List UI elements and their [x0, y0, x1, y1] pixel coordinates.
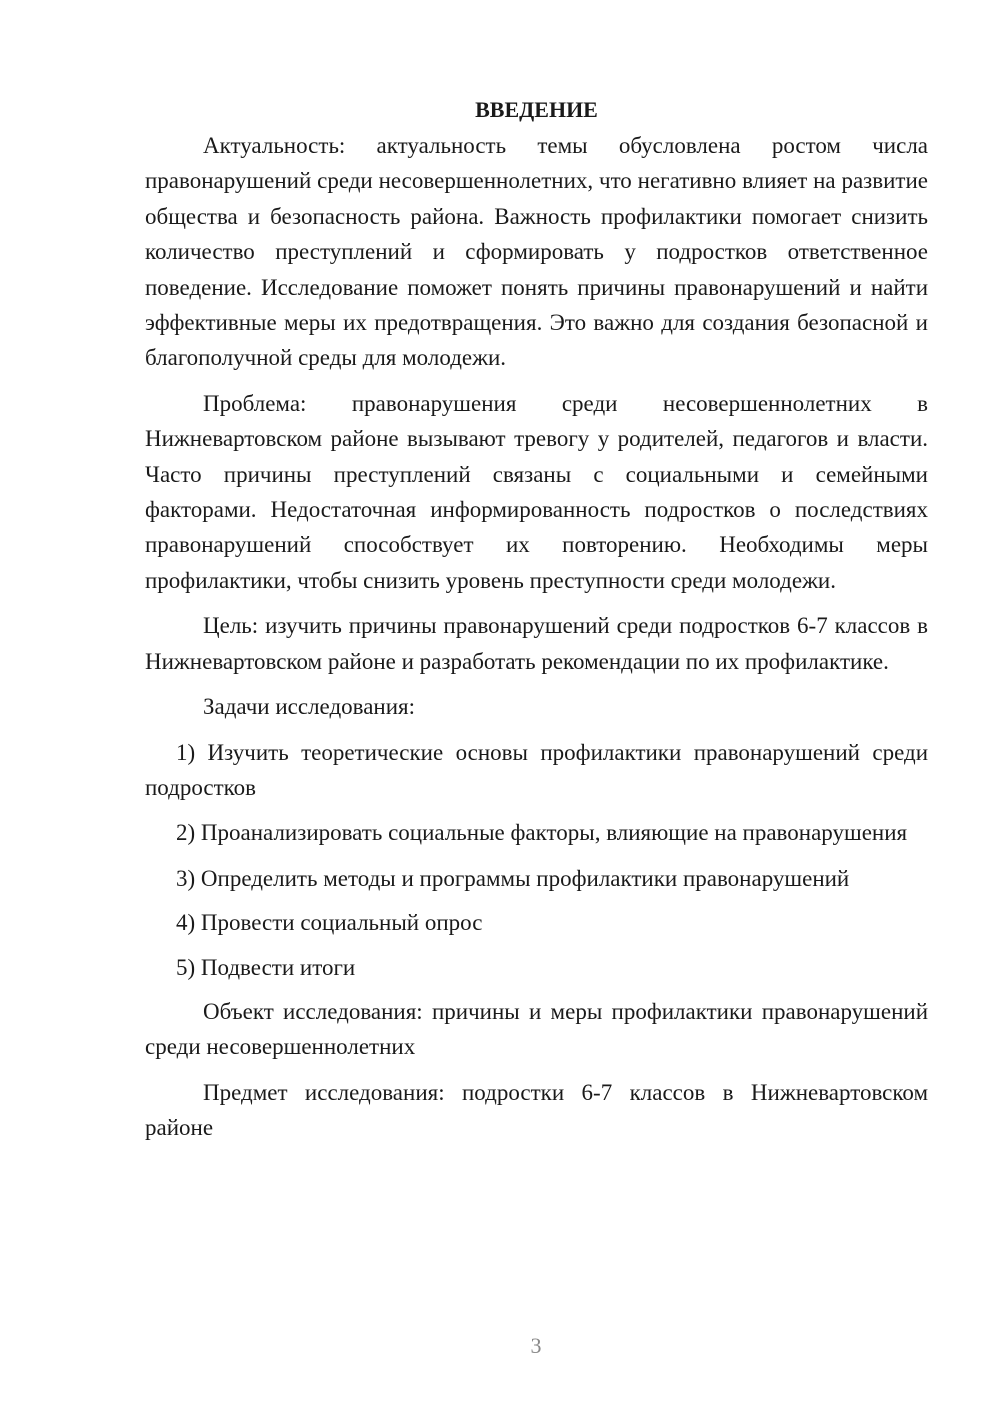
relevance-paragraph: Актуальность: актуальность темы обусловлена ростом числа правонарушений среди несовершеннолетних, что негативно влияет на развитие общества и безопасность района. Важность профилактики помогает снизить количество преступлений и сформировать у подростков ответственное поведение. Исследование поможет понять причины правонарушений и найти эффективные меры их предотвращения. Это важно для создания безопасной и благополучной среды для молодежи. — [145, 133, 928, 371]
task-item-3: 3) Определить методы и программы профилактики правонарушений — [176, 865, 850, 891]
tasks-intro-paragraph: Задачи исследования: — [203, 694, 416, 720]
page-content — [145, 92, 928, 1156]
subject-paragraph: Предмет исследования: подростки 6-7 классов в Нижневартовском районе — [145, 1079, 928, 1141]
task-item-5: 5) Подвести итоги — [176, 954, 356, 980]
object-paragraph: Объект исследования: причины и меры профилактики правонарушений среди несовершеннолетних — [145, 998, 928, 1060]
goal-paragraph: Цель: изучить причины правонарушений среди подростков 6-7 классов в Нижневартовском районе и разработать рекомендации по их профилактике. — [145, 613, 928, 674]
page-number: 3 — [530, 1333, 542, 1358]
task-item-2: 2) Проанализировать социальные факторы, влияющие на правонарушения — [176, 820, 908, 846]
problem-paragraph: Проблема: правонарушения среди несовершеннолетних в Нижневартовском районе вызывают тревогу у родителей, педагогов и власти. Часто причины преступлений связаны с социальными и семейными факторами. Недостаточная информированность подростков о последствиях правонарушений способствует их повторению. Необходимы меры профилактики, чтобы снизить уровень преступности среди молодежи. — [145, 390, 928, 593]
section-heading: ВВЕДЕНИЕ — [475, 97, 598, 122]
task-item-4: 4) Провести социальный опрос — [176, 910, 483, 936]
task-item-1: 1) Изучить теоретические основы профилактики правонарушений среди подростков — [145, 739, 928, 800]
